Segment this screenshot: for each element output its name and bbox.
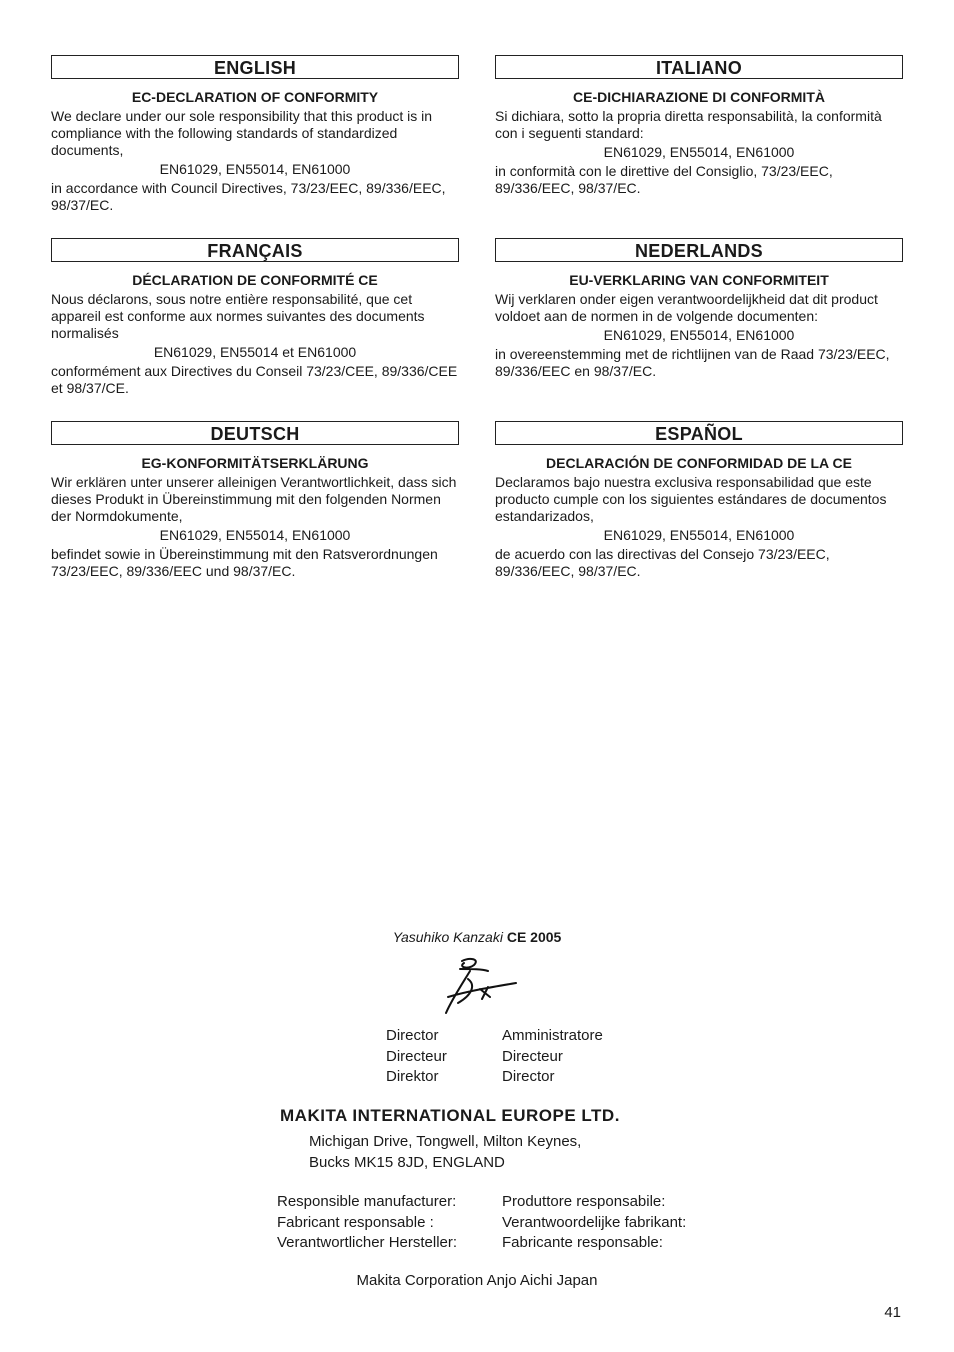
declaration-heading: DECLARACIÓN DE CONFORMIDAD DE LA CE [546,455,852,471]
declaration-heading: DÉCLARATION DE CONFORMITÉ CE [132,272,378,288]
signature-image [440,955,520,1017]
manufacturer-corporation: Makita Corporation Anjo Aichi Japan [356,1272,598,1289]
directives-text: in overeenstemming met de richtlijnen van de Raad 73/23/EEC, 89/336/EEC en 98/37/EC. [495,346,890,379]
manufacturer-label: Fabricante responsable: [502,1234,663,1251]
declaration-intro: Declaramos bajo nuestra exclusiva responsabilidad que este producto cumple con los siguientes estándares de documentos estandarizados, [495,474,887,524]
language-header: DEUTSCH [51,421,459,445]
declaration-intro: We declare under our sole responsibility that this product is in compliance with the following standards of standardized documents, [51,108,433,158]
section-deutsch [51,421,459,580]
standards-list: EN61029, EN55014, EN61000 [603,327,795,343]
standards-list: EN61029, EN55014, EN61000 [159,527,351,543]
language-header: FRANÇAIS [51,238,459,262]
standards-list: EN61029, EN55014, EN61000 [603,527,795,543]
page-number: 41 [884,1304,901,1321]
company-address [309,1131,581,1173]
standards-list: EN61029, EN55014, EN61000 [159,161,351,177]
language-header: ENGLISH [51,55,459,79]
language-header: NEDERLANDS [495,238,903,262]
title-item: Direktor [386,1068,439,1085]
manufacturer-labels-right [502,1192,686,1254]
title-item: Director [502,1068,555,1085]
company-name: MAKITA INTERNATIONAL EUROPE LTD. [280,1106,620,1125]
declaration-intro: Nous déclarons, sous notre entière responsabilité, que cet appareil est conforme aux normes suivantes des documents normalisés [51,291,425,341]
declaration-intro: Wir erklären unter unserer alleinigen Verantwortlichkeit, dass sich dieses Produkt in Übereinstimmung mit den folgenden Normen der Normdokumente, [51,474,457,524]
declaration-intro: Wij verklaren onder eigen verantwoordelijkheid dat dit product voldoet aan de normen in de volgende documenten: [495,291,878,324]
manufacturer-label: Verantwoordelijke fabrikant: [502,1213,687,1231]
title-item: Amministratore [502,1027,603,1044]
address-line: Michigan Drive, Tongwell, Milton Keynes, [309,1133,582,1150]
language-header: ITALIANO [495,55,903,79]
declaration-heading: EG-KONFORMITÄTSERKLÄRUNG [141,455,369,471]
section-francais [51,238,459,397]
standards-list: EN61029, EN55014, EN61000 [603,144,795,160]
section-espanol [495,421,903,580]
title-item: Director [386,1027,439,1044]
directives-text: de acuerdo con las directivas del Consejo 73/23/EEC, 89/336/EEC, 98/37/EC. [495,546,830,579]
signatory-line [0,929,954,945]
signatory-name: Yasuhiko Kanzaki [392,929,503,945]
section-italiano [495,55,903,197]
directives-text: in accordance with Council Directives, 73/23/EEC, 89/336/EEC, 98/37/EC. [51,180,446,213]
section-nederlands [495,238,903,380]
language-header: ESPAÑOL [495,421,903,445]
titles-right [502,1026,603,1088]
directives-text: befindet sowie in Übereinstimmung mit den Ratsverordnungen 73/23/EEC, 89/336/EEC und 98/37/EC. [51,546,438,579]
manufacturer-labels-left [277,1192,457,1254]
manufacturer-label: Produttore responsabile: [502,1193,666,1210]
declaration-heading: EC-DECLARATION OF CONFORMITY [131,89,379,105]
title-item: Directeur [386,1047,447,1065]
manufacturer-label: Verantwortlicher Hersteller: [277,1234,458,1251]
titles-left [386,1026,447,1088]
declaration-heading: EU-VERKLARING VAN CONFORMITEIT [569,272,829,288]
ce-year: CE 2005 [506,929,562,945]
manufacturer-label: Responsible manufacturer: [277,1193,457,1210]
standards-list: EN61029, EN55014 et EN61000 [153,344,357,360]
manufacturer-label: Fabricant responsable : [277,1213,434,1231]
declaration-intro: Si dichiara, sotto la propria diretta responsabilità, la conformità con i seguenti standard: [495,108,882,141]
declaration-heading: CE-DICHIARAZIONE DI CONFORMITÀ [573,89,825,105]
title-item: Directeur [502,1047,563,1065]
directives-text: in conformità con le direttive del Consiglio, 73/23/EEC, 89/336/EEC, 98/37/EC. [495,163,833,196]
directives-text: conformément aux Directives du Conseil 73/23/CEE, 89/336/CEE et 98/37/CE. [51,363,458,396]
section-english [51,55,459,214]
address-line: Bucks MK15 8JD, ENGLAND [309,1154,505,1171]
